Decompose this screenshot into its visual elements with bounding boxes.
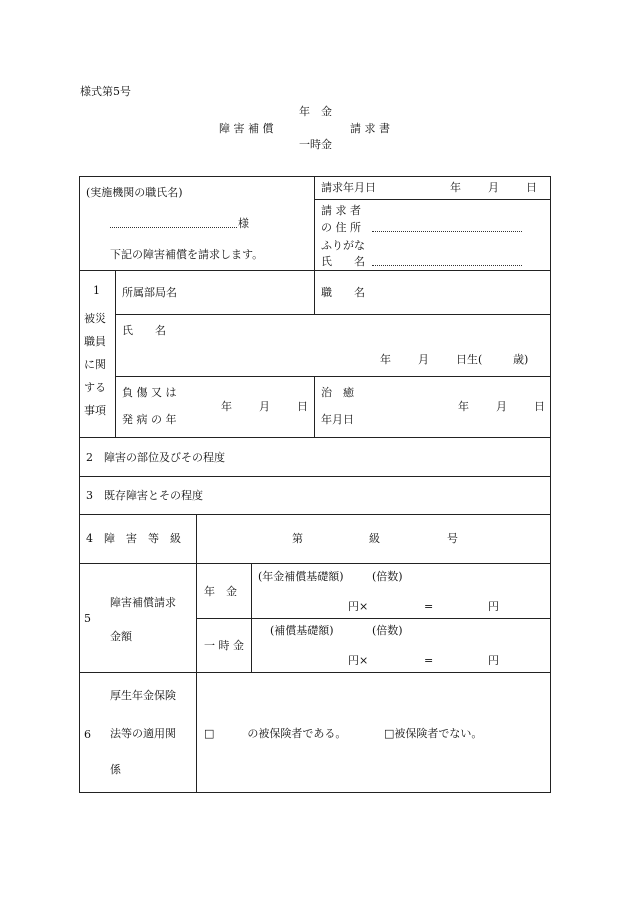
cure-month: 月 bbox=[496, 400, 507, 413]
not-insured-option-checkbox[interactable]: □被保険者でない。 bbox=[384, 727, 483, 740]
section5-label-2: 金額 bbox=[110, 630, 132, 643]
section6-label-3: 係 bbox=[110, 763, 121, 776]
position-label: 職 名 bbox=[321, 286, 365, 299]
cure-year: 年 bbox=[458, 400, 469, 413]
birth-day: 日生( bbox=[456, 353, 483, 366]
injury-day: 日 bbox=[297, 400, 308, 413]
injury-year: 年 bbox=[221, 400, 232, 413]
section2-label: 2 障害の部位及びその程度 bbox=[86, 451, 225, 464]
agency-label: (実施機関の職氏名) bbox=[86, 186, 183, 199]
title-main: 障 害 補 償 bbox=[219, 122, 274, 135]
request-text: 下記の障害補償を請求します。 bbox=[110, 248, 264, 261]
section5-number: 5 bbox=[84, 612, 91, 625]
lump-equals: = bbox=[424, 654, 434, 667]
injury-label-1: 負 傷 又 は bbox=[122, 386, 177, 399]
lump-multiplier-label: (倍数) bbox=[372, 624, 403, 637]
dept-label: 所属部局名 bbox=[122, 286, 177, 299]
victim-name-label: 氏 名 bbox=[122, 324, 166, 337]
grade-dai: 第 bbox=[292, 532, 303, 545]
claimant-name-label: 氏 名 bbox=[321, 255, 365, 268]
section4-label: 4 障 害 等 級 bbox=[86, 532, 181, 545]
pension-base-label: (年金補償基礎額) bbox=[258, 570, 344, 583]
address-field[interactable] bbox=[372, 231, 522, 232]
furigana-label: ふりがな bbox=[321, 239, 365, 252]
agency-name-field[interactable] bbox=[110, 227, 237, 228]
pension-equals: = bbox=[424, 600, 434, 613]
section1-side-label-4: する bbox=[84, 381, 106, 394]
insured-option-checkbox[interactable]: □ の被保険者である。 bbox=[204, 727, 347, 740]
sama-label: 様 bbox=[238, 217, 249, 230]
lump-base-label: (補償基礎額) bbox=[270, 624, 334, 637]
pension-label: 年 金 bbox=[204, 585, 237, 598]
section6-label-1: 厚生年金保険 bbox=[110, 689, 176, 702]
pension-multiplier-label: (倍数) bbox=[372, 570, 403, 583]
section1-number: 1 bbox=[93, 284, 100, 297]
request-year: 年 bbox=[450, 181, 461, 194]
request-date-label: 請求年月日 bbox=[321, 181, 376, 194]
title-lump-sum: 一時金 bbox=[299, 138, 332, 151]
section3-label: 3 既存障害とその程度 bbox=[86, 489, 203, 502]
section1-side-label-3: に関 bbox=[84, 358, 106, 371]
section1-side-label-2: 職員 bbox=[84, 335, 106, 348]
lump-sum-label: 一 時 金 bbox=[204, 639, 244, 652]
pension-yen: 円 bbox=[488, 600, 499, 613]
section5-label-1: 障害補償請求 bbox=[110, 596, 176, 609]
birth-year: 年 bbox=[380, 353, 391, 366]
claimant-label: 請 求 者 bbox=[321, 204, 361, 217]
injury-month: 月 bbox=[259, 400, 270, 413]
form-number: 様式第5号 bbox=[80, 85, 131, 98]
age: 歳) bbox=[513, 353, 529, 366]
grade-kyu: 級 bbox=[369, 532, 380, 545]
grade-go: 号 bbox=[447, 532, 458, 545]
section6-label-2: 法等の適用関 bbox=[110, 727, 176, 740]
title-suffix: 請 求 書 bbox=[350, 122, 390, 135]
section6-number: 6 bbox=[84, 728, 91, 741]
lump-yen-times: 円× bbox=[348, 654, 369, 667]
section1-side-label-1: 被災 bbox=[84, 312, 106, 325]
injury-label-2: 発 病 の 年 bbox=[122, 413, 177, 426]
title-pension: 年 金 bbox=[299, 105, 332, 118]
lump-yen: 円 bbox=[488, 654, 499, 667]
cure-label-2: 年月日 bbox=[321, 413, 354, 426]
request-day: 日 bbox=[526, 181, 537, 194]
claimant-name-field[interactable] bbox=[372, 265, 522, 266]
birth-month: 月 bbox=[418, 353, 429, 366]
pension-yen-times: 円× bbox=[348, 600, 369, 613]
section1-side-label-5: 事項 bbox=[84, 404, 106, 417]
address-label: の 住 所 bbox=[321, 221, 361, 234]
request-month: 月 bbox=[488, 181, 499, 194]
cure-label-1: 治 癒 bbox=[321, 386, 354, 399]
cure-day: 日 bbox=[534, 400, 545, 413]
